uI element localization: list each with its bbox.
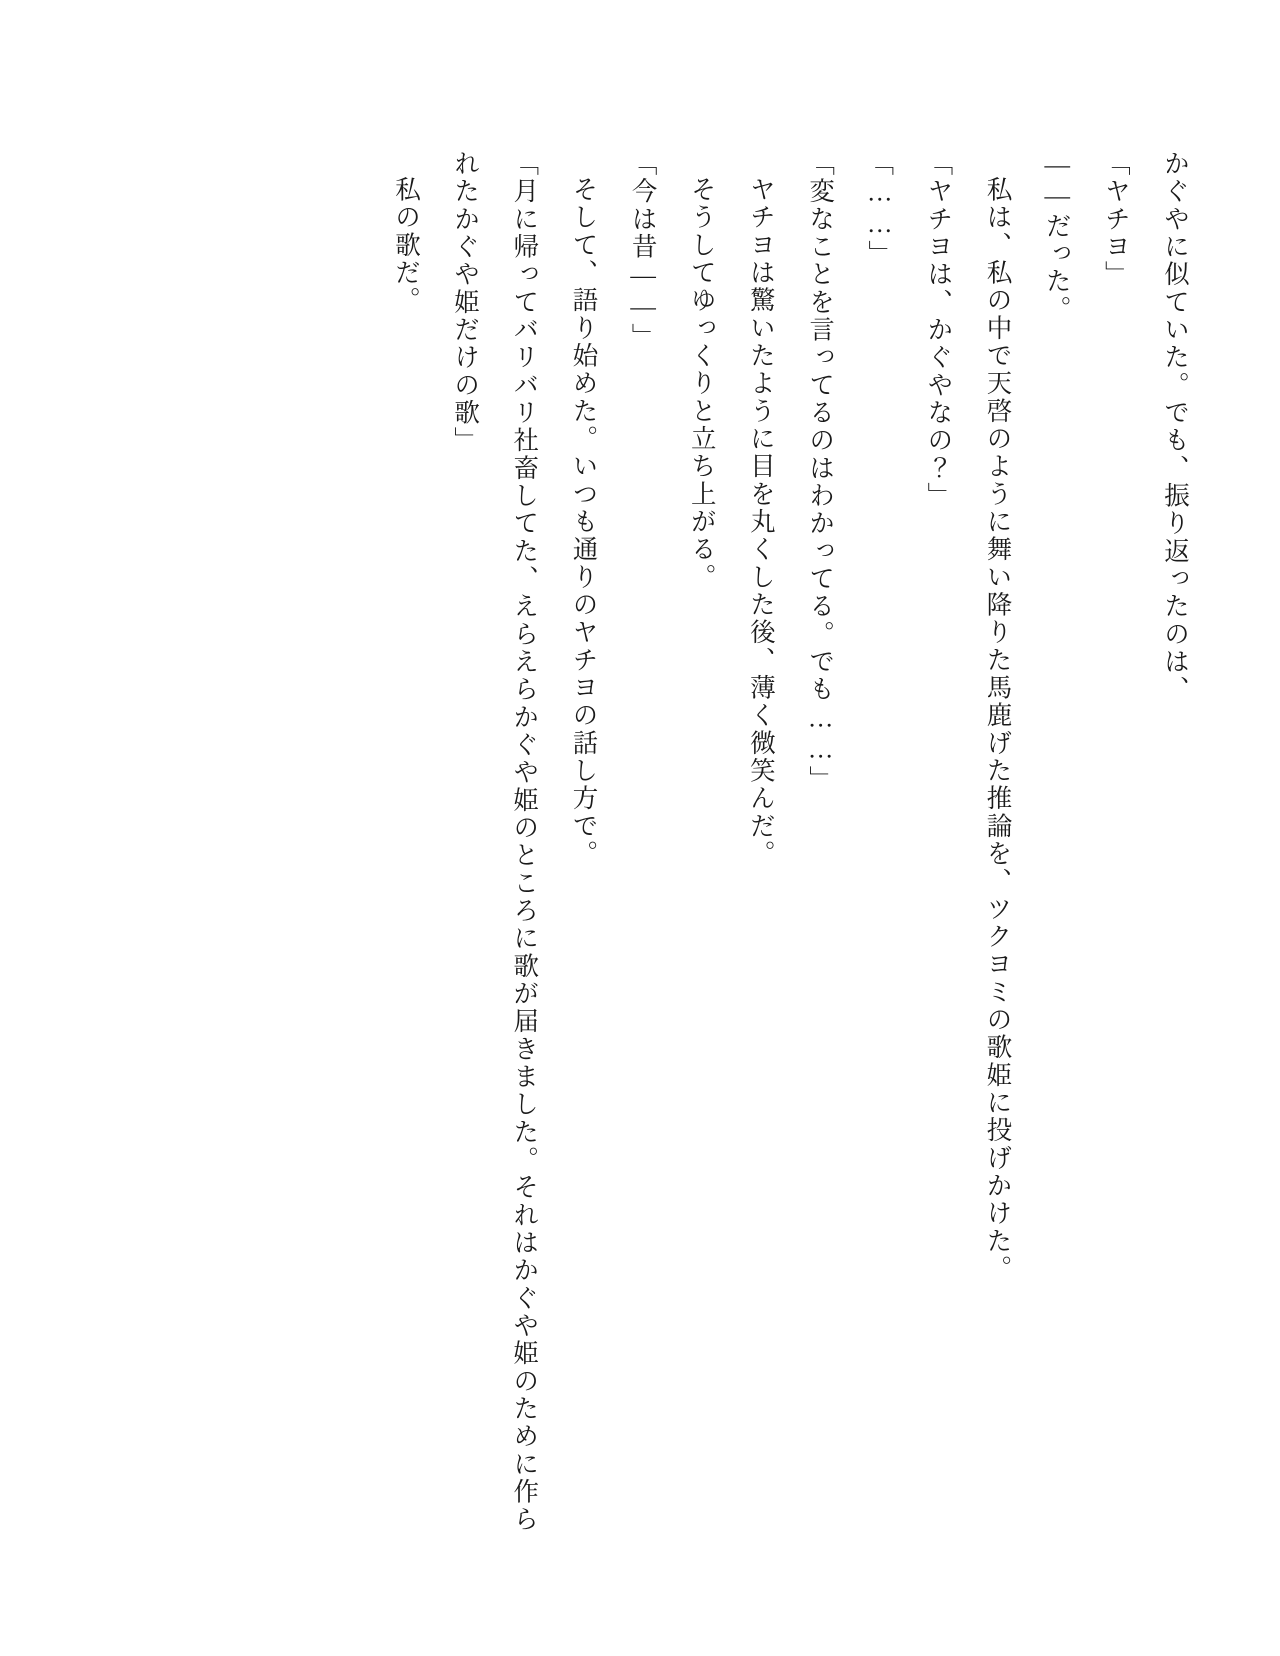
dialogue-line: 「……」 xyxy=(865,150,895,268)
paragraph-line: 私の歌だ。 xyxy=(391,175,421,314)
dialogue-line: 「変なことを言ってるのはわかってる。でも……」 xyxy=(806,150,836,794)
dialogue-line: 「今は昔――」 xyxy=(628,150,658,351)
paragraph-line: そうしてゆっくりと立ち上がる。 xyxy=(687,175,717,591)
dialogue-line: 「ヤチヨは、かぐやなの？」 xyxy=(924,150,954,510)
paragraph-line: かぐやに似ていた。でも、振り返ったのは、 xyxy=(1161,150,1190,704)
vertical-text-body xyxy=(75,150,1205,1536)
paragraph-line: そして、語り始めた。いつも通りのヤチヨの話し方で。 xyxy=(569,175,599,868)
paragraph-line: ヤチヨは驚いたように目を丸くした後、薄く微笑んだ。 xyxy=(746,175,776,868)
dialogue-line: 「ヤチヨ」 xyxy=(1101,150,1131,289)
paragraph-line: 私は、私の中で天啓のように舞い降りた馬鹿げた推論を、ツクヨミの歌姫に投げかけた。 xyxy=(983,175,1013,1283)
paragraph-line: ――だった。 xyxy=(1042,150,1072,324)
dialogue-line: 「月に帰ってバリバリ社畜してた、えらえらかぐや姫のところに歌が届きました。それはかぐや姫のために作られたかぐや姫だけの歌」 xyxy=(451,150,540,1534)
